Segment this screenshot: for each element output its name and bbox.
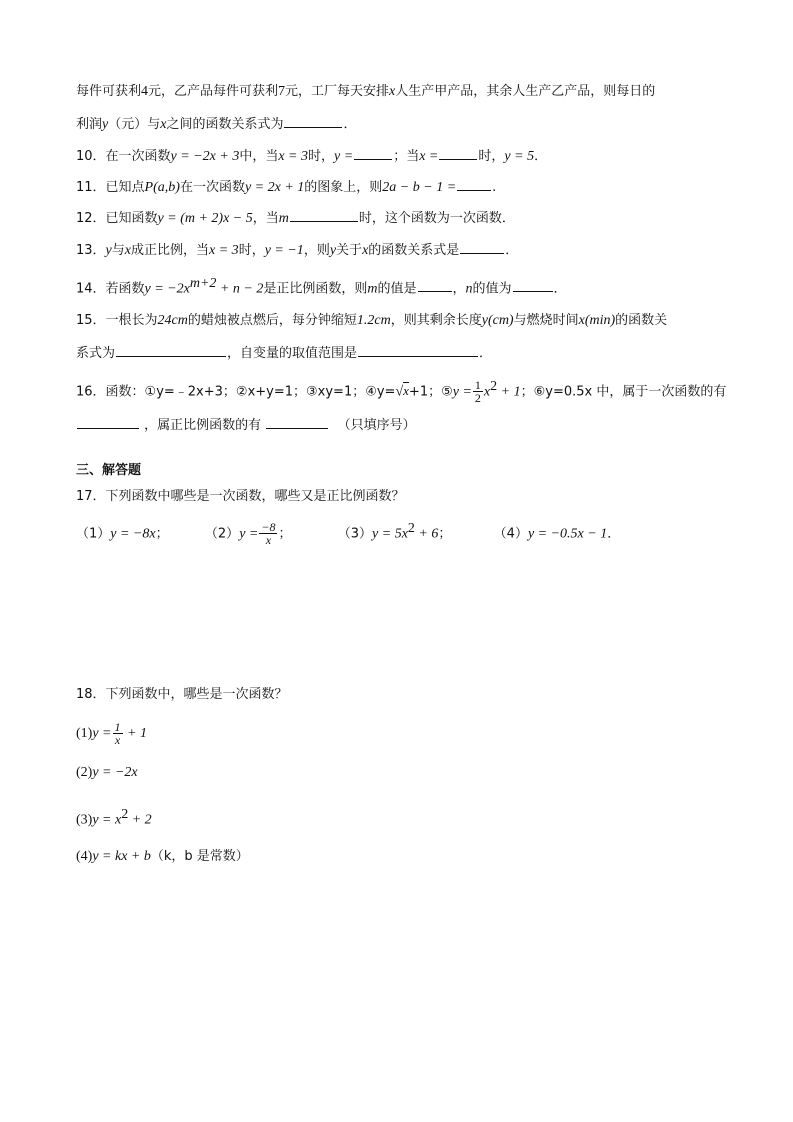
q17-label: （4） xyxy=(493,526,528,542)
section-title: 三、解答题 xyxy=(76,463,142,478)
q15-text: ． xyxy=(479,346,493,361)
q9-text: 之间的函数关系式为 xyxy=(166,117,284,132)
q15-value: y(cm) xyxy=(481,313,514,328)
q13-var: y xyxy=(329,243,337,258)
q11-text: 在一次函数 xyxy=(179,180,245,195)
answer-blank[interactable] xyxy=(284,114,342,128)
q15-line-2 xyxy=(76,343,492,363)
q13-text: 13． xyxy=(76,243,106,258)
q9-text: 元，乙产品每件可获利 xyxy=(148,84,279,99)
fraction-denominator: x xyxy=(114,733,121,747)
answer-blank[interactable] xyxy=(513,278,553,292)
q11-formula: y = 2x + 1 xyxy=(244,180,305,195)
q18-formula: y = kx + b xyxy=(92,849,151,864)
q15-text: 与燃烧时间 xyxy=(513,313,579,328)
q17-sep: ； xyxy=(155,526,169,542)
q9-line-2 xyxy=(76,114,357,134)
q17-sep: ． xyxy=(607,526,621,542)
fraction-numerator: 1 xyxy=(114,720,121,734)
q18-item-3 xyxy=(76,806,152,829)
q15-text: 15．一根长为 xyxy=(76,313,158,328)
q9-var: y xyxy=(102,117,109,132)
q16-fraction xyxy=(473,379,483,404)
q16-line-1 xyxy=(76,378,726,404)
q17-label: （3） xyxy=(337,526,373,542)
q10-formula: x = 3 xyxy=(278,149,309,164)
q18-title: 18．下列函数中，哪些是一次函数？ xyxy=(76,687,288,702)
q18-formula: + 1 xyxy=(123,726,147,741)
q17-formula: y = 5x xyxy=(372,526,408,542)
q14-formula: + n − 2 xyxy=(216,281,264,297)
q18-item-4 xyxy=(76,848,249,866)
q13-line xyxy=(76,240,518,260)
q9-text: （元）与 xyxy=(108,117,161,132)
q9-line-1 xyxy=(76,83,655,101)
fraction-denominator: 2 xyxy=(474,391,481,406)
answer-blank[interactable] xyxy=(77,415,139,429)
answer-blank[interactable] xyxy=(457,177,491,191)
q14-text: 14．若函数 xyxy=(76,281,145,297)
q17-formula: y = xyxy=(239,526,259,542)
q15-text: 系式为 xyxy=(76,346,116,361)
q18-label: (4) xyxy=(76,849,93,864)
q18-fraction xyxy=(113,721,123,746)
q13-var: x xyxy=(362,243,369,258)
q17-formula: y = −0.5x − 1 xyxy=(527,526,608,542)
answer-blank[interactable] xyxy=(266,415,328,429)
q16-radicand: x xyxy=(403,383,409,399)
q18-label: (2) xyxy=(76,765,93,780)
q17-label: （2） xyxy=(204,526,240,542)
q14-formula: y = −2x xyxy=(144,281,190,297)
q10-text: 10．在一次函数 xyxy=(76,149,171,164)
q14-line xyxy=(76,275,567,298)
q13-text: 的函数关系式是 xyxy=(368,243,460,258)
q17-sep: ； xyxy=(278,526,292,542)
q17-title: 17．下列函数中哪些是一次函数，哪些又是正比例函数？ xyxy=(76,489,405,504)
q17-exponent: 2 xyxy=(407,521,415,536)
q13-var: x xyxy=(124,243,131,258)
answer-blank[interactable] xyxy=(354,146,392,160)
q10-formula: y = xyxy=(334,149,354,164)
q18-label: (1) xyxy=(76,726,93,741)
q16-text: +1；⑤ xyxy=(408,384,453,400)
q15-text: ，自变量的取值范围是 xyxy=(227,346,358,361)
q12-formula: y = (m + 2)x − 5 xyxy=(157,211,253,226)
q9-text: 每件可获利 xyxy=(76,84,142,99)
q16-formula: + 1 xyxy=(497,384,521,400)
q14-text: 是正比例函数，则 xyxy=(263,281,368,297)
q15-text: ，则其剩余长度 xyxy=(390,313,482,328)
q12-text: 12．已知函数 xyxy=(76,211,158,226)
fraction-numerator: −8 xyxy=(261,520,276,535)
q17-label: （1） xyxy=(76,526,111,542)
q14-exponent: m+2 xyxy=(189,276,217,291)
q13-formula: x = 3 xyxy=(209,243,239,258)
q10-formula: x = xyxy=(419,149,439,164)
answer-blank[interactable] xyxy=(116,343,226,357)
q13-text: ，则 xyxy=(303,243,330,258)
q9-number: 4 xyxy=(141,84,149,99)
q18-formula: y = xyxy=(92,726,112,741)
q18-formula: y = −2x xyxy=(92,765,138,780)
q12-var: m xyxy=(278,211,289,226)
answer-blank[interactable] xyxy=(418,278,452,292)
q10-text: 中，当 xyxy=(239,149,279,164)
q16-line-2 xyxy=(76,415,416,435)
q10-formula: y = −2x + 3 xyxy=(170,149,240,164)
q10-text: ；当 xyxy=(393,149,420,164)
q12-text: ，当 xyxy=(252,211,279,226)
q14-text: 的值是 xyxy=(377,281,417,297)
q14-text: ， xyxy=(452,281,466,297)
q17-fraction xyxy=(259,521,277,546)
q18-item-1 xyxy=(76,721,147,746)
q14-text: 的值为 xyxy=(472,281,512,297)
q18-exponent: 2 xyxy=(121,807,129,822)
q16-text: （只填序号） xyxy=(337,418,416,433)
q15-value: 1.2cm xyxy=(356,313,391,328)
q14-text: ． xyxy=(553,281,567,297)
q17-sep: ； xyxy=(438,526,452,542)
answer-blank[interactable] xyxy=(460,240,504,254)
answer-blank[interactable] xyxy=(290,208,358,222)
q16-exponent: 2 xyxy=(490,379,498,394)
q11-text: . xyxy=(492,180,497,195)
q17-formula: y = −8x xyxy=(110,526,156,542)
q9-text: 人生产甲产品，其余人生产乙产品，则每日的 xyxy=(395,84,656,99)
q17-formula: + 6 xyxy=(414,526,439,542)
q15-text: 的函数关 xyxy=(615,313,668,328)
q14-var: m xyxy=(367,281,378,297)
q9-number: 7 xyxy=(278,84,286,99)
q9-text: 元，工厂每天安排 xyxy=(285,84,390,99)
q18-text: （k，b 是常数） xyxy=(150,849,249,864)
fraction-denominator: x xyxy=(265,533,272,548)
q16-text: ；⑥y=0.5x 中，属于一次函数的有 xyxy=(520,384,727,400)
q11-text: 的图象上，则 xyxy=(304,180,383,195)
q16-formula: y = xyxy=(452,384,472,400)
q16-text: 16．函数：①y=﹣2x+3；②x+y=1；③xy=1；④y= xyxy=(76,384,396,400)
q15-text: 的蜡烛被点燃后，每分钟缩短 xyxy=(187,313,357,328)
q9-var: x xyxy=(389,84,396,99)
q10-text: 时， xyxy=(478,149,505,164)
q12-text: 时，这个函数为一次函数． xyxy=(358,211,515,226)
q13-formula: y = −1 xyxy=(264,243,304,258)
q16-formula: x xyxy=(483,384,491,400)
q13-text: 成正比例，当 xyxy=(131,243,210,258)
q18-label: (3) xyxy=(76,812,93,828)
q9-text: 利润 xyxy=(76,117,103,132)
fraction-numerator: 1 xyxy=(474,378,481,393)
q18-formula: y = x xyxy=(92,812,122,828)
q13-text: 时， xyxy=(238,243,265,258)
q10-text: 时， xyxy=(308,149,335,164)
q12-line xyxy=(76,208,515,228)
q10-formula: y = 5 xyxy=(504,149,535,164)
q15-value: 24cm xyxy=(157,313,188,328)
q17-options xyxy=(76,520,620,546)
q11-text: 11．已知点 xyxy=(76,180,145,195)
q13-text: ． xyxy=(505,243,519,258)
q11-formula: P(a,b) xyxy=(144,180,180,195)
q9-text: ． xyxy=(343,117,357,132)
q14-var: n xyxy=(465,281,473,297)
q11-formula: 2a − b − 1 = xyxy=(382,180,457,195)
q15-line-1 xyxy=(76,312,667,330)
q10-text: ． xyxy=(534,149,548,164)
q11-line xyxy=(76,177,496,197)
q13-var: y xyxy=(105,243,112,258)
q16-text: ，属正比例函数的有 xyxy=(144,418,262,433)
sqrt-icon: √ xyxy=(395,384,404,400)
q18-formula: + 2 xyxy=(128,812,152,828)
q18-item-2 xyxy=(76,764,138,782)
q15-value: x(min) xyxy=(578,313,616,328)
q13-text: 关于 xyxy=(336,243,363,258)
answer-blank[interactable] xyxy=(439,146,477,160)
answer-blank[interactable] xyxy=(358,343,478,357)
q10-line xyxy=(76,146,547,166)
q13-text: 与 xyxy=(111,243,125,258)
q9-var: x xyxy=(160,117,167,132)
